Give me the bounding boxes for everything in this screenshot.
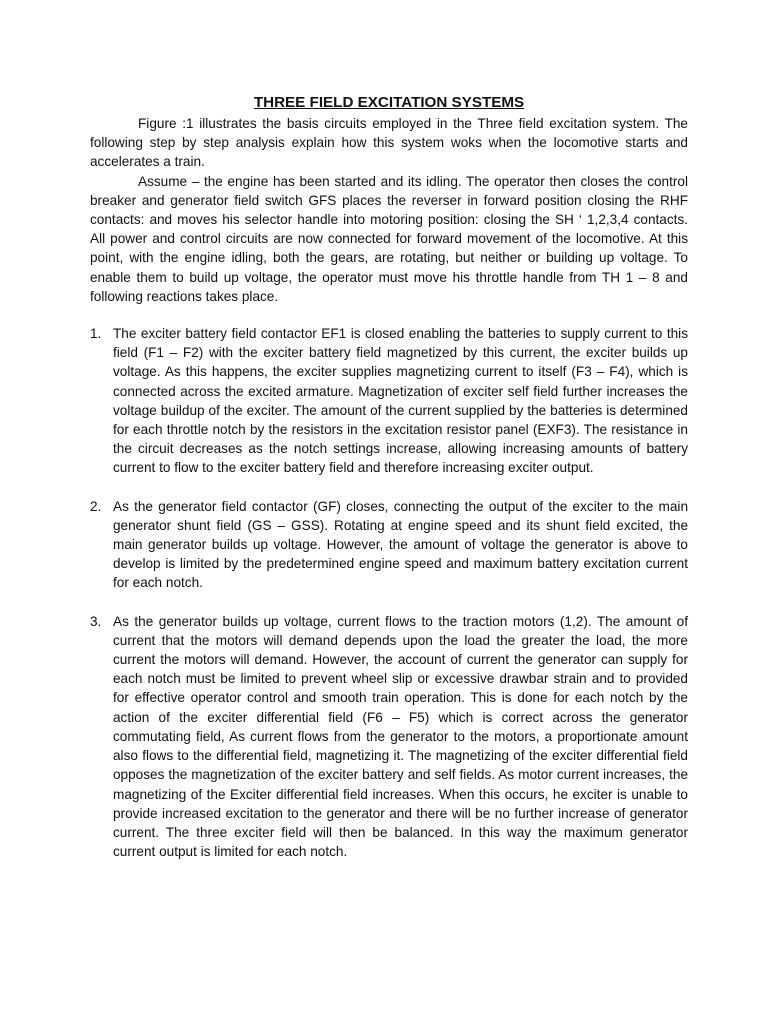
list-item <box>90 612 688 862</box>
numbered-list <box>90 324 688 861</box>
document-title: THREE FIELD EXCITATION SYSTEMS <box>253 94 525 111</box>
list-item-text: As the generator field contactor (GF) closes, connecting the output of the exciter to the main generator shunt field (GS – GSS). Rotating at engine speed and its shunt field excited, the main generator builds up voltage. However, the amount of voltage the generator is above to develop is limited by the predetermined engine speed and maximum battery excitation current for each notch. <box>113 498 688 591</box>
list-item <box>90 497 688 593</box>
list-item-text: As the generator builds up voltage, current flows to the traction motors (1,2). The amount of current that the motors will demand depends upon the load the greater the load, the more current the motors will demand. However, the account of current the generator can supply for each notch must be limited to prevent wheel slip or excessive drawbar strain and to provided for effective operator control and smooth train operation. This is done for each notch by the action of the exciter differential field (F6 – F5) which is correct across the generator commutating field, As current flows from the generator to the motors, a proportionate amount also flows to the differential field, magnetizing it. The magnetizing of the exciter differential field opposes the magnetization of the exciter battery and self fields. As motor current increases, the magnetizing of the Exciter differential field increases. When this occurs, he exciter is unable to provide increased excitation to the generator and there will be no further increase of generator current. The three exciter field will then be balanced. In this way the maximum generator current output is limited for each notch. <box>113 613 688 860</box>
intro-paragraph-figure: Figure :1 illustrates the basis circuits employed in the Three field excitation system. The following step by step analysis explain how this system woks when the locomotive starts and accelerates a train. <box>90 116 688 170</box>
list-item <box>90 324 688 478</box>
intro-paragraph-assume: Assume – the engine has been started and its idling. The operator then closes the control breaker and generator field switch GFS places the reverser in forward position closing the RHF contacts: and moves his selector handle into motoring position: closing the SH ‘ 1,2,3,4 contacts. All power and control circuits are now connected for forward movement of the locomotive. At this point, with the engine idling, both the gears, are rotating, but neither or building up voltage. To enable them to build up voltage, the operator must move his throttle handle from TH 1 – 8 and following reactions takes place. <box>90 173 688 304</box>
document-page <box>90 93 688 880</box>
list-item-number: 3. <box>90 613 102 629</box>
list-item-text: The exciter battery field contactor EF1 is closed enabling the batteries to supply current to this field (F1 – F2) with the exciter battery field magnetized by this current, the exciter builds up voltage. As this happens, the exciter supplies magnetizing current to itself (F3 – F4), which is connected across the excited armature. Magnetization of exciter self field further increases the voltage buildup of the exciter. The amount of the current supplied by the batteries is determined for each throttle notch by the resistors in the excitation resistor panel (EXF3). The resistance in the circuit decreases as the notch settings increase, allowing increasing amounts of battery current to flow to the exciter battery field and therefore increasing exciter output. <box>113 326 688 476</box>
list-item-number: 1. <box>90 326 102 342</box>
list-item-number: 2. <box>90 498 102 514</box>
